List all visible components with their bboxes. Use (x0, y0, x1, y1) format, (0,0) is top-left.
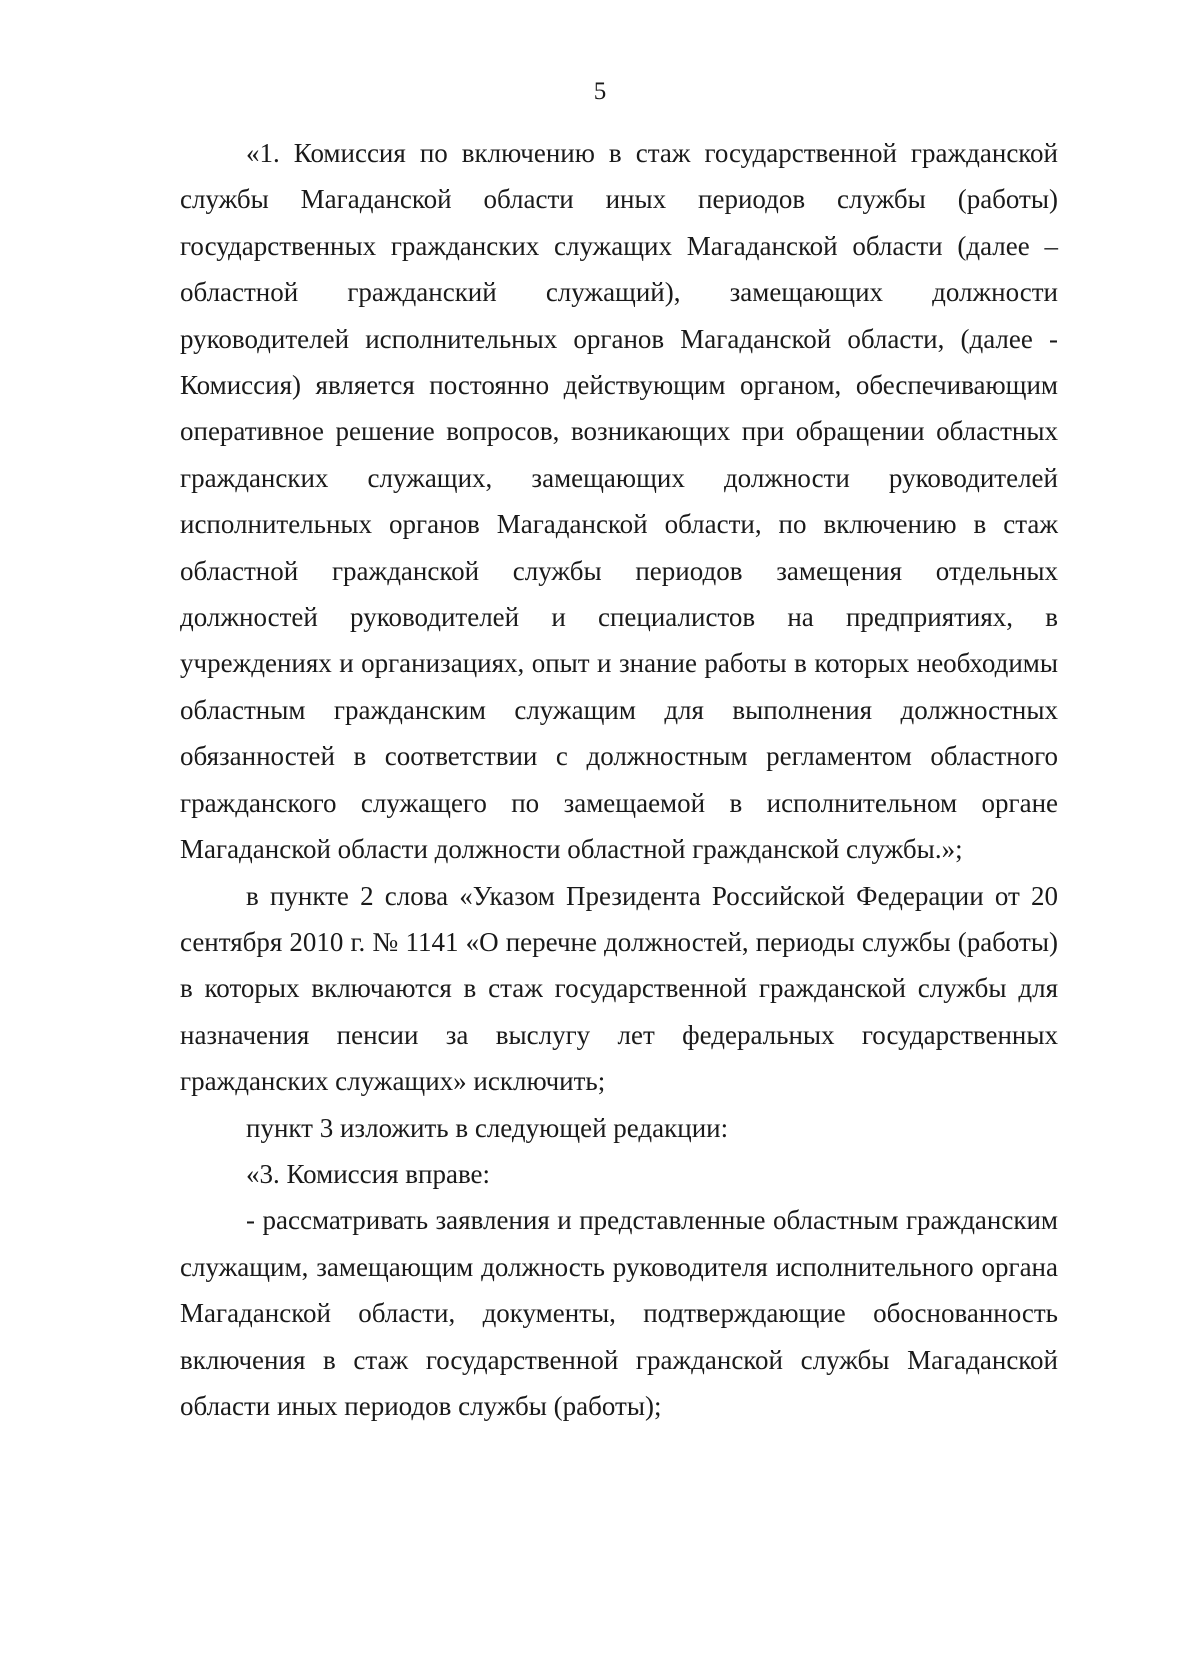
paragraph-commission-definition: «1. Комиссия по включению в стаж государственной гражданской службы Магаданской области иных периодов службы (работы) государственных гражданских служащих Магаданской области (далее – областной гражданский служащий), замещающих должности руководителей исполнительных органов Магаданской области, (далее - Комиссия) является постоянно действующим органом, обеспечивающим оперативное решение вопросов, возникающих при обращении областных гражданских служащих, замещающих должности руководителей исполнительных органов Магаданской области, по включению в стаж областной гражданской службы периодов замещения отдельных должностей руководителей и специалистов на предприятиях, в учреждениях и организациях, опыт и знание работы в которых необходимы областным гражданским служащим для выполнения должностных обязанностей в соответствии с должностным регламентом областного гражданского служащего по замещаемой в исполнительном органе Магаданской области должности областной гражданской службы.»; (180, 138, 1058, 865)
paragraph-point-3-intro: пункт 3 изложить в следующей редакции: (246, 1112, 729, 1143)
paragraph-point-2-amendment: в пункте 2 слова «Указом Президента Российской Федерации от 20 сентября 2010 г. № 1141 «О перечне должностей, периоды службы (работы) в которых включаются в стаж государственной гражданской службы для назначения пенсии за выслугу лет федеральных государственных гражданских служащих» исключить; (180, 880, 1058, 1097)
paragraph-point-3-item-1: - рассматривать заявления и представленные областным гражданским служащим, замещающим должность руководителя исполнительного органа Магаданской области, документы, подтверждающие обоснованность включения в стаж государственной гражданской службы Магаданской области иных периодов службы (работы); (180, 1205, 1058, 1421)
page-number: 5 (593, 78, 607, 105)
paragraph-point-3-heading: «3. Комиссия вправе: (246, 1158, 491, 1189)
document-body (180, 130, 1058, 1429)
